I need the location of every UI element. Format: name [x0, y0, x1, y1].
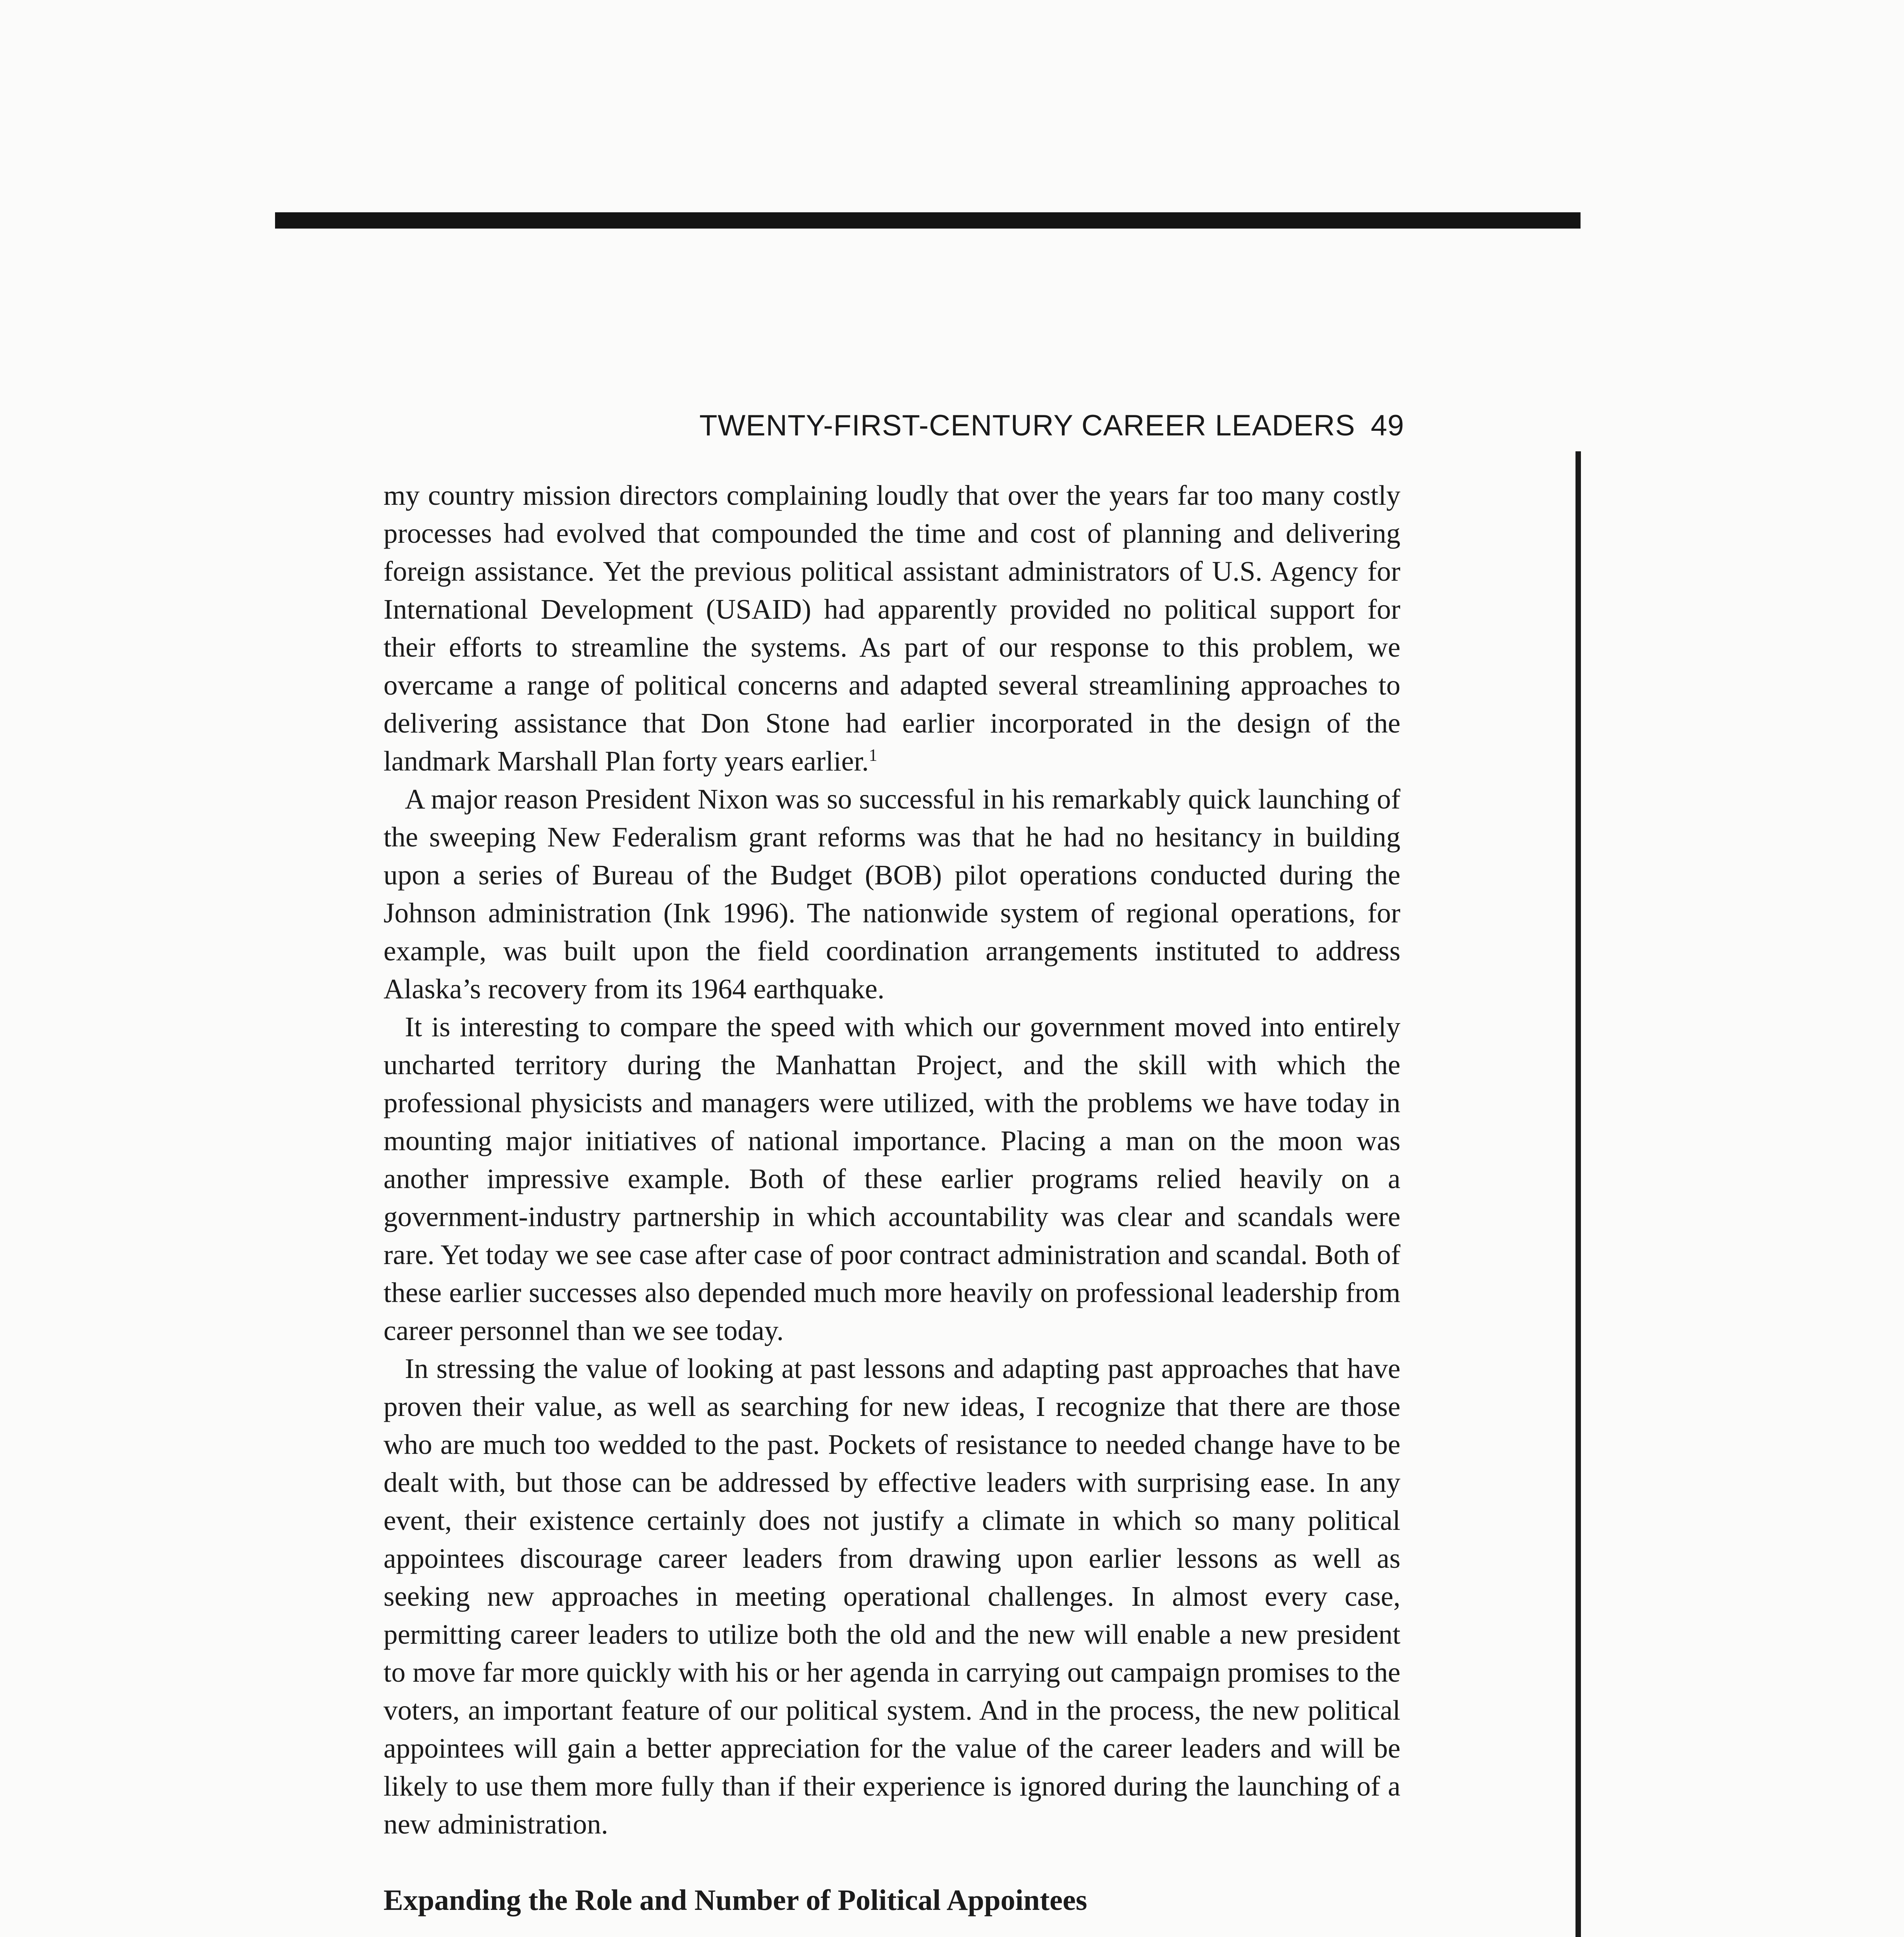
section-heading: Expanding the Role and Number of Political Appointees — [384, 1884, 1087, 1916]
body-text — [384, 477, 1400, 1937]
right-margin-rule — [1575, 451, 1581, 1937]
footnote-marker: 1 — [869, 745, 877, 765]
top-rule — [275, 212, 1581, 229]
running-head-title: TWENTY-FIRST-CENTURY CAREER LEADERS — [699, 409, 1355, 442]
paragraph-2: A major reason President Nixon was so successful in his remarkably quick launching of the sweeping New Federalism grant reforms was that he had no hesitancy in building upon a series of Bureau of the Budget (BOB) pilot operations conducted during the Johnson administration (Ink 1996). The nationwide system of regional operations, for example, was built upon the field coordination arrangements instituted to address Alaska’s recovery from its 1964 earthquake. — [384, 783, 1400, 1005]
paragraph-4: In stressing the value of looking at past lessons and adapting past approaches that have proven their value, as well as searching for new ideas, I recognize that there are those who are much too wedded to the past. Pockets of resistance to needed change have to be dealt with, but those can be addressed by effective leaders with surprising ease. In any event, their existence certainly does not justify a climate in which so many political appointees discourage career leaders from drawing upon earlier lessons as well as seeking new approaches in meeting operational challenges. In almost every case, permitting career leaders to utilize both the old and the new will enable a new president to move far more quickly with his or her agenda in carrying out campaign promises to the voters, an important feature of our political system. And in the process, the new political appointees will gain a better appreciation for the value of the career leaders and will be likely to use them more fully than if their experience is ignored during the launching of a new administration. — [384, 1353, 1400, 1840]
paragraph-1 — [384, 477, 1400, 780]
running-head — [384, 409, 1404, 442]
paragraph-3: It is interesting to compare the speed with which our government moved into entirely uncharted territory during the Manhattan Project, and the skill with which the professional physicists and managers were utilized, with the problems we have today in mounting major initiatives of national importance. Placing a man on the moon was another impressive example. Both of these earlier programs relied heavily on a government-industry partnership in which accountability was clear and scandals were rare. Yet today we see case after case of poor contract administration and scandal. Both of these earlier successes also depended much more heavily on professional leadership from career personnel than we see today. — [384, 1011, 1400, 1346]
page-number: 49 — [1371, 409, 1404, 442]
paragraph-1-text: my country mission directors complaining loudly that over the years far too many costly processes had evolved that compounded the time and cost of planning and delivering foreign assistance. Yet the previous political assistant administrators of U.S. Agency for International Development (USAID) had apparently provided no political support for their efforts to streamline the systems. As part of our response to this problem, we overcame a range of political concerns and adapted several streamlining approaches to delivering assistance that Don Stone had earlier incorporated in the design of the landmark Marshall Plan forty years earlier. — [384, 480, 1400, 777]
